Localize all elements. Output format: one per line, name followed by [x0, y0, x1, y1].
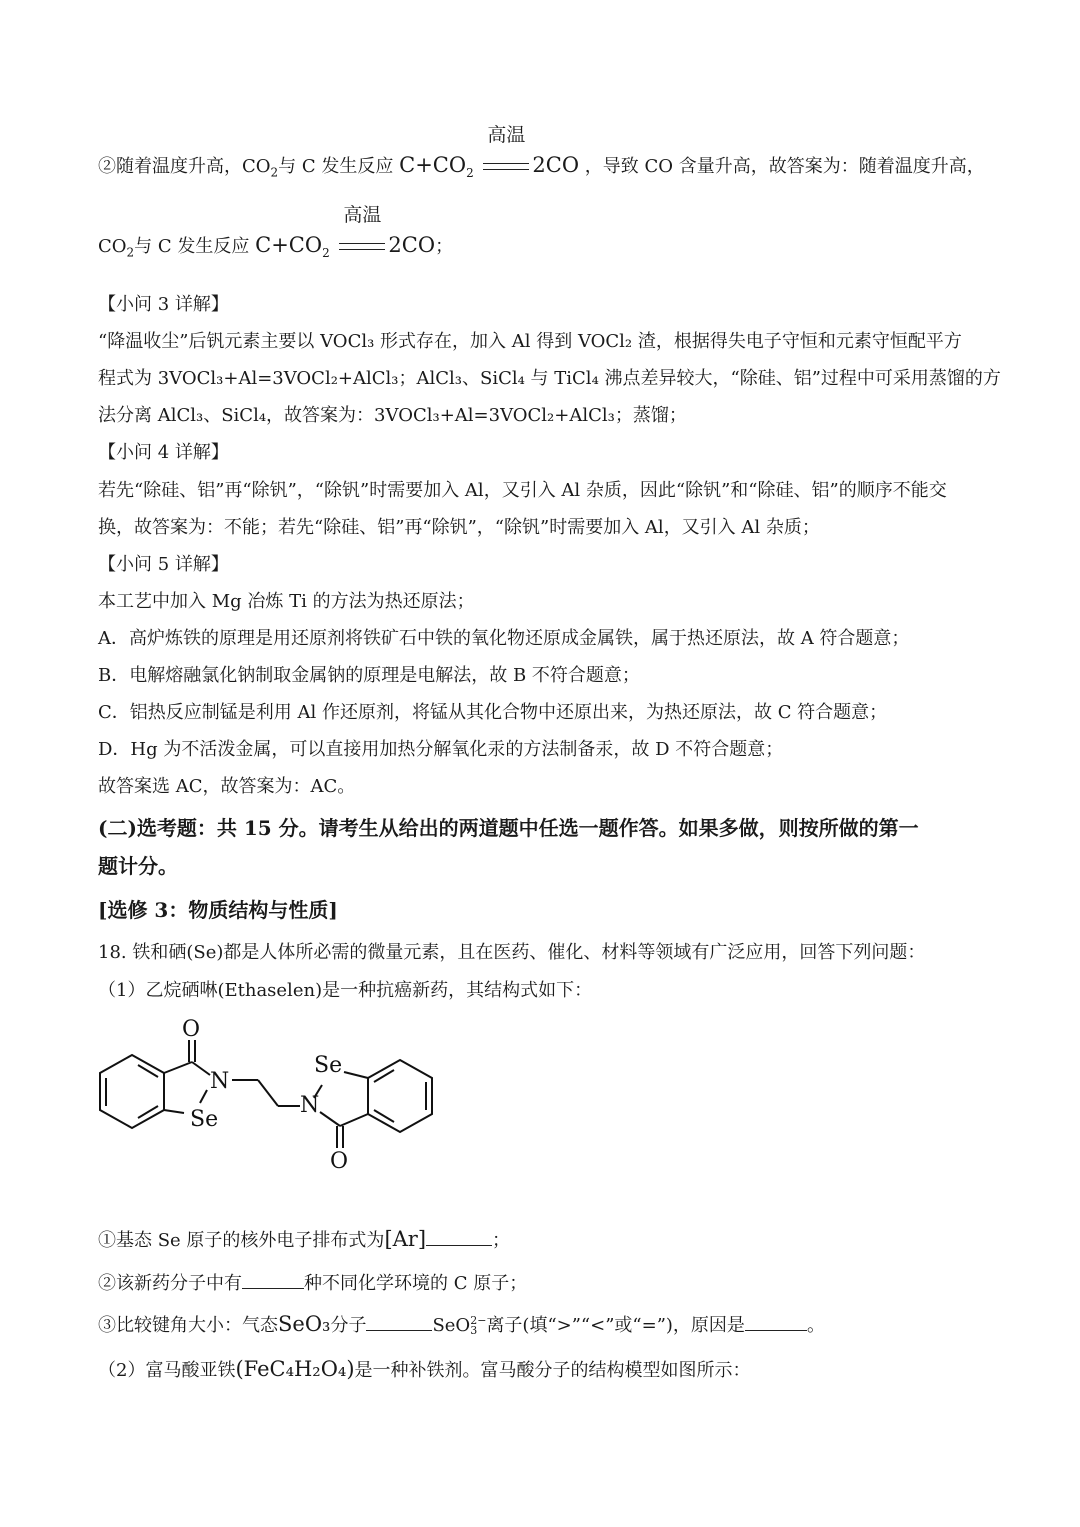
q5-option-b: B．电解熔融氯化钠制取金属钠的原理是电解法，故 B 不符合题意；	[98, 665, 640, 686]
left-benzene-ring	[100, 1055, 164, 1128]
bond	[192, 1062, 210, 1075]
equation-rhs: 2CO	[532, 153, 580, 177]
answer-blank[interactable]	[426, 1227, 492, 1246]
heading-q3: 【小问 3 详解】	[98, 294, 229, 315]
question-18-part-2	[98, 1356, 990, 1384]
q3-line-2: 程式为 3VOCl₃+Al=3VOCl₂+AlCl₃；AlCl₃、SiCl₄ 与 TiCl₄ 沸点差异较大，“除硅、铝”过程中可采用蒸馏的方	[98, 368, 1001, 389]
q5-line-1: 本工艺中加入 Mg 冶炼 Ti 的方法为热还原法；	[98, 591, 475, 612]
ion-charge: 2−	[470, 1314, 487, 1327]
text: ；	[492, 1230, 511, 1251]
question-18: 18. 铁和硒(Se)都是人体所必需的微量元素，且在医药、催化、材料等领域有广泛应用，回答下列问题：	[98, 942, 926, 963]
reaction-equation	[399, 124, 580, 186]
equation-lhs: C+CO	[399, 153, 467, 177]
section-heading-line-2: 题计分。	[98, 854, 178, 878]
ethaselen-structure	[92, 1010, 452, 1175]
subquestion-1	[98, 1226, 990, 1254]
text: 离子(填“>”“<”或“=”)，原因是	[486, 1315, 745, 1336]
right-benzene-ring	[368, 1060, 432, 1132]
q3-line-3: 法分离 AlCl₃、SiCl₄，故答案为：3VOCl₃+Al=3VOCl₂+AlCl₃；蒸馏；	[98, 405, 687, 426]
bridge-bond	[258, 1080, 278, 1106]
atom-n-right: N	[300, 1093, 320, 1118]
heading-q5: 【小问 5 详解】	[98, 554, 229, 575]
section-heading-line-1: (二)选考题：共 15 分。请考生从给出的两道题中任选一题作答。如果多做，则按所做的第一	[98, 816, 919, 840]
equation-rhs: 2CO	[388, 233, 436, 257]
text: 分子	[330, 1315, 367, 1336]
ar-core: [Ar]	[384, 1227, 427, 1251]
q4-line-1: 若先“除硅、铝”再“除钒”，“除钒”时需要加入 Al，又引入 Al 杂质，因此“除钒”和“除硅、铝”的顺序不能交	[98, 480, 947, 501]
sub: 2	[270, 165, 279, 180]
sub: 2	[322, 246, 330, 261]
answer-blank[interactable]	[242, 1270, 304, 1289]
atom-se-left: Se	[190, 1107, 219, 1132]
text: ，导致 CO 含量升高，故答案为：随着温度升高，	[584, 156, 985, 177]
condition-text: 高温	[487, 124, 526, 146]
ion-subscript: 3	[470, 1324, 478, 1337]
text: 种不同化学环境的 C 原子；	[304, 1273, 528, 1294]
text: ①基态 Se 原子的核外电子排布式为	[98, 1230, 385, 1251]
condition-text: 高温	[343, 204, 382, 226]
equation-lhs: C+CO	[255, 233, 323, 257]
atom-se-right: Se	[314, 1053, 343, 1078]
text: 。	[806, 1315, 825, 1336]
bond-n-se	[200, 1090, 207, 1103]
q3-line-1: “降温收尘”后钒元素主要以 VOCl₃ 形式存在，加入 Al 得到 VOCl₂ 渣，根据得失电子守恒和元素守恒配平方	[98, 331, 962, 352]
q5-option-c: C．铝热反应制锰是利用 Al 作还原剂，将锰从其化合物中还原出来，为热还原法，故 C 符合题意；	[98, 702, 888, 723]
seo3-formula: SeO₃	[278, 1312, 331, 1336]
answer-blank[interactable]	[745, 1312, 807, 1331]
atom-n-left: N	[210, 1069, 230, 1094]
structure-bonds	[100, 1040, 432, 1148]
atom-o-left: O	[182, 1017, 201, 1042]
sub: 2	[126, 245, 135, 260]
atom-o-right: O	[330, 1149, 349, 1174]
atom-labels	[182, 1017, 348, 1174]
text: （2）富马酸亚铁	[98, 1360, 236, 1381]
ferrous-fumarate-formula: (FeC₄H₂O₄)	[235, 1357, 355, 1381]
answer-line-2a	[98, 124, 990, 186]
bond	[320, 1112, 340, 1126]
seo3-ion: SeO	[432, 1315, 471, 1336]
text: ；	[435, 236, 454, 257]
q5-option-a: A．高炉炼铁的原理是用还原剂将铁矿石中铁的氧化物还原成金属铁，属于热还原法，故 A 符合题意；	[98, 628, 910, 649]
reaction-equation-2	[255, 204, 436, 266]
text: CO	[98, 236, 127, 257]
text: ②该新药分子中有	[98, 1273, 242, 1294]
q4-line-2: 换，故答案为：不能；若先“除硅、铝”再“除钒”，“除钒”时需要加入 Al，又引入 Al 杂质；	[98, 517, 820, 538]
elective-heading: [选修 3：物质结构与性质]	[98, 898, 338, 922]
text: 与 C 发生反应	[278, 156, 394, 177]
answer-blank[interactable]	[366, 1312, 432, 1331]
text: 是一种补铁剂。富马酸分子的结构模型如图所示：	[354, 1360, 751, 1381]
subquestion-2	[98, 1270, 990, 1297]
condition-arrow	[336, 204, 388, 258]
q5-option-d: D．Hg 为不活泼金属，可以直接用加热分解氧化汞的方法制备汞，故 D 不符合题意；	[98, 739, 784, 760]
bond	[340, 1114, 368, 1126]
subquestion-3	[98, 1311, 990, 1339]
condition-arrow	[480, 124, 532, 178]
text: ②随着温度升高，CO	[98, 156, 271, 177]
bond	[344, 1072, 368, 1078]
text: 与 C 发生反应	[134, 236, 250, 257]
bond	[164, 1110, 184, 1113]
text: ③比较键角大小：气态	[98, 1315, 278, 1336]
sub: 2	[466, 166, 474, 181]
q5-answer: 故答案选 AC，故答案为：AC。	[98, 776, 356, 797]
question-18-part-1: （1）乙烷硒啉(Ethaselen)是一种抗癌新药，其结构式如下：	[98, 980, 593, 1001]
bond	[164, 1062, 192, 1073]
answer-line-2b	[98, 204, 990, 266]
heading-q4: 【小问 4 详解】	[98, 442, 229, 463]
